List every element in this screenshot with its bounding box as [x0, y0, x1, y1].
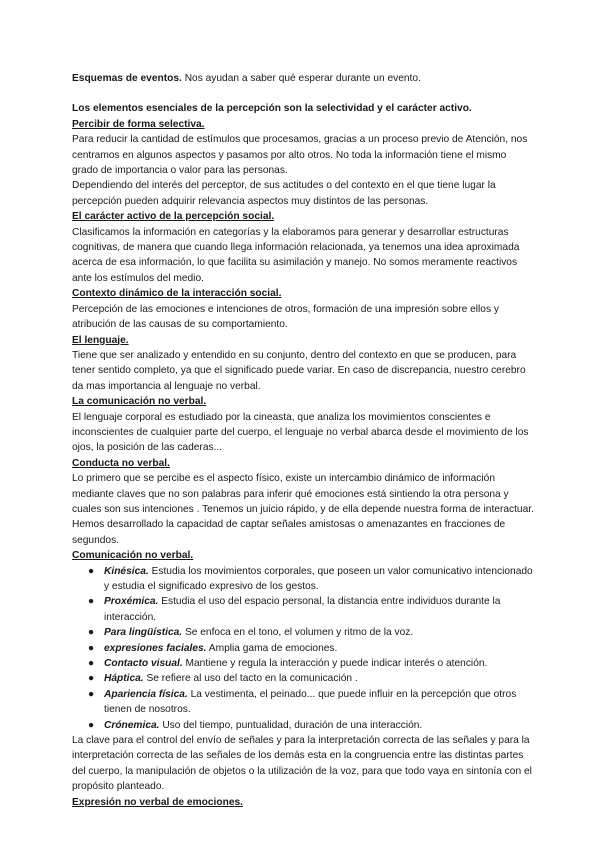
bullet-icon: ● [88, 658, 95, 670]
list-item-term: Proxémica. [104, 596, 159, 608]
bullet-icon: ● [88, 596, 95, 608]
list-item-text: Estudia el uso del espacio personal, la distancia entre individuos durante la interacción. [104, 596, 501, 623]
bullet-icon: ● [88, 673, 95, 685]
heading-activo: El carácter activo de la percepción social. [72, 211, 275, 223]
esquemas-text: Nos ayudan a saber qué esperar durante un evento. [181, 73, 421, 84]
list-item-term: Apariencia física. [104, 688, 188, 700]
list-item-text: Amplia gama de emociones. [206, 642, 338, 654]
heading-elementos: Los elementos esenciales de la percepción son la selectividad y el carácter activo. [72, 103, 472, 115]
list-item [72, 625, 534, 640]
list-item [72, 641, 534, 656]
heading-comunicacion-nv: Comunicación no verbal. [72, 550, 194, 562]
heading-contexto: Contexto dinámico de la interacción social. [72, 288, 282, 300]
heading-selectiva: Percibir de forma selectiva. [72, 118, 205, 130]
list-item [72, 718, 534, 733]
list-item-text: Mantiene y regula la interacción y puede indicar interés o atención. [182, 658, 488, 670]
paragraph-clave: La clave para el control del envío de señales y para la interpretación correcta de las señales y para la interpretación correcta de las señales de los demás esta en la congruencia entre las distintas partes del cuerpo, la manipulación de objetos o la utilización de la voz, para que todo vaya en sintonía con el propósito planteado. [72, 735, 532, 793]
document-page [72, 71, 534, 810]
list-item-text: Se enfoca en el tono, el volumen y ritmo de la voz. [182, 627, 414, 639]
heading-conducta: Conducta no verbal. [72, 457, 170, 469]
list-item-text: Estudia los movimientos corporales, que poseen un valor comunicativo intencionado y estudia el significado expresivo de los gestos. [104, 565, 533, 592]
paragraph-selectiva-2: Dependiendo del interés del perceptor, de sus actitudes o del contexto en el que tiene lugar la percepción pueden adquirir relevancia aspectos muy distintos de las personas. [72, 180, 496, 207]
bullet-icon: ● [88, 719, 95, 731]
heading-expresion: Expresión no verbal de emociones. [72, 796, 243, 808]
bullet-icon: ● [88, 688, 95, 700]
list-item-term: expresiones faciales. [104, 642, 207, 654]
list-item [72, 594, 534, 625]
bullet-icon: ● [88, 627, 95, 639]
bullet-icon: ● [88, 565, 95, 577]
list-item-text: Se refiere al uso del tacto en la comunicación . [143, 673, 358, 685]
bullet-list [72, 564, 534, 733]
paragraph-lenguaje: Tiene que ser analizado y entendido en su conjunto, dentro del contexto en que se producen, para tener sentido completo, ya que el significado puede variar. En caso de discrepancia, nuestro cerebro da mas importancia al lenguaje no verbal. [72, 349, 526, 392]
paragraph-conducta: Lo primero que se percibe es el aspecto físico, existe un intercambio dinámico de información mediante claves que no son palabras para inferir qué emociones está sintiendo la otra persona y cuales son sus intenciones . Tenemos un juicio rápido, y de ella depende nuestra forma de interactuar. Hemos desarrollado la capacidad de captar señales amistosas o amenazantes en fracciones de segundos. [72, 473, 534, 546]
list-item-term: Contacto visual. [104, 658, 183, 670]
heading-lenguaje: El lenguaje. [72, 334, 129, 346]
list-item-term: Háptica. [104, 673, 144, 685]
list-item-text: La vestimenta, el peinado... que puede influir en la percepción que otros tienen de nosotros. [104, 688, 517, 716]
list-item-term: Para lingüística. [104, 627, 183, 639]
list-item-term: Kinésica. [104, 565, 149, 577]
list-item [72, 564, 534, 595]
list-item [72, 671, 534, 686]
list-item [72, 656, 534, 671]
bullet-icon: ● [88, 642, 95, 654]
list-item [72, 687, 534, 718]
list-item-text: Uso del tiempo, puntualidad, duración de una interacción. [159, 719, 423, 731]
paragraph-selectiva: Para reducir la cantidad de estímulos que procesamos, gracias a un proceso previo de Atención, nos centramos en algunos aspectos y pasamos por alto otros. No toda la información tiene el mismo grado de importancia o valor para las personas. [72, 134, 528, 177]
paragraph-comunicacion: El lenguaje corporal es estudiado por la cineasta, que analiza los movimientos conscientes e inconscientes de cualquier parte del cuerpo, el lenguaje no verbal abarca desde el movimiento de los ojos, la posición de las caderas... [72, 411, 529, 454]
paragraph-esquemas [72, 71, 534, 86]
list-item-term: Crónemica. [104, 719, 160, 731]
esquemas-label: Esquemas de eventos. [72, 73, 182, 84]
paragraph-activo: Clasificamos la información en categorías y la elaboramos para generar y desarrollar estructuras cognitivas, de manera que cuando llega información relacionada, ya tenemos una idea aproximada acerca de esa información, lo que facilita su asimilación y manejo. No somos meramente reactivos ante los estímulos del medio. [72, 226, 520, 284]
heading-comunicacion: La comunicación no verbal. [72, 396, 207, 408]
paragraph-contexto: Percepción de las emociones e intenciones de otros, formación de una impresión sobre ellos y atribución de las causas de su comportamiento. [72, 303, 499, 331]
